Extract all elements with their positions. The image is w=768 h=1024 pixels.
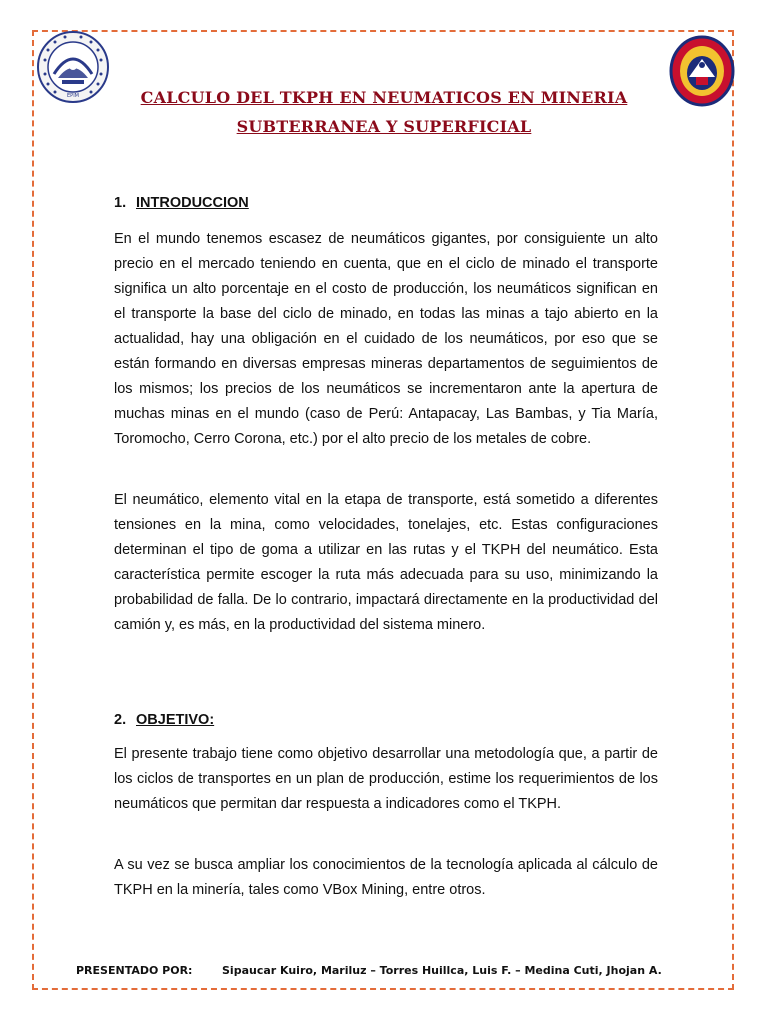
university-seal-logo: [669, 35, 735, 107]
footer-label: PRESENTADO POR:: [76, 964, 193, 977]
section-title: OBJETIVO:: [136, 712, 215, 728]
paragraph-intro-1: En el mundo tenemos escasez de neumáticos gigantes, por consiguiente un alto precio en el mercado teniendo en cuenta, que en el ciclo de minado el transporte significa un alto porcentaje en el costo de producción, los neumáticos significan en el transporte la base del ciclo de minado, en todas las minas a tajo abierto en la actualidad, hay una obligación en el cuidado de los neumáticos, por eso que se están formando en diversas empresas mineras departamentos de seguimientos de los mismos; los precios de los neumáticos se incrementaron ante la apertura de muchas minas en el mundo (caso de Perú: Antapacay, Las Bambas, y Tia María, Toromocho, Cerro Corona, etc.) por el alto precio de los metales de cobre.: [114, 231, 658, 447]
section-heading-introduccion: [114, 195, 249, 211]
document-title-line2: SUBTERRANEA Y SUPERFICIAL: [236, 117, 532, 136]
footer-authors: Sipaucar Kuiro, Mariluz – Torres Huillca, Luis F. – Medina Cuti, Jhojan A.: [222, 964, 662, 977]
section-number: 2.: [114, 712, 127, 728]
section-number: 1.: [114, 195, 127, 211]
paragraph-intro-2: El neumático, elemento vital en la etapa de transporte, está sometido a diferentes tensiones en la mina, como velocidades, tonelajes, etc. Estas configuraciones determinan el tipo de goma a utilizar en las rutas y el TKPH del neumático. Esta característica permite escoger la ruta más adecuada para su uso, minimizando la probabilidad de falla. De lo contrario, impactará directamente en la productividad del camión y, es más, en la productividad del sistema minero.: [114, 492, 658, 633]
document-title-line1: CALCULO DEL TKPH EN NEUMATICOS EN MINERIA: [140, 88, 628, 107]
school-seal-logo: [36, 30, 110, 104]
section-heading-objetivo: [114, 712, 214, 728]
paragraph-objetivo-1: El presente trabajo tiene como objetivo desarrollar una metodología que, a partir de los ciclos de transportes en un plan de producción, estime los requerimientos de los neumáticos que permitan dar respuesta a indicadores como el TKPH.: [114, 746, 658, 812]
svg-text:EPIM: EPIM: [67, 93, 79, 99]
section-title: INTRODUCCION: [136, 195, 249, 211]
paragraph-objetivo-2: A su vez se busca ampliar los conocimientos de la tecnología aplicada al cálculo de TKPH en la minería, tales como VBox Mining, entre otros.: [114, 857, 658, 898]
